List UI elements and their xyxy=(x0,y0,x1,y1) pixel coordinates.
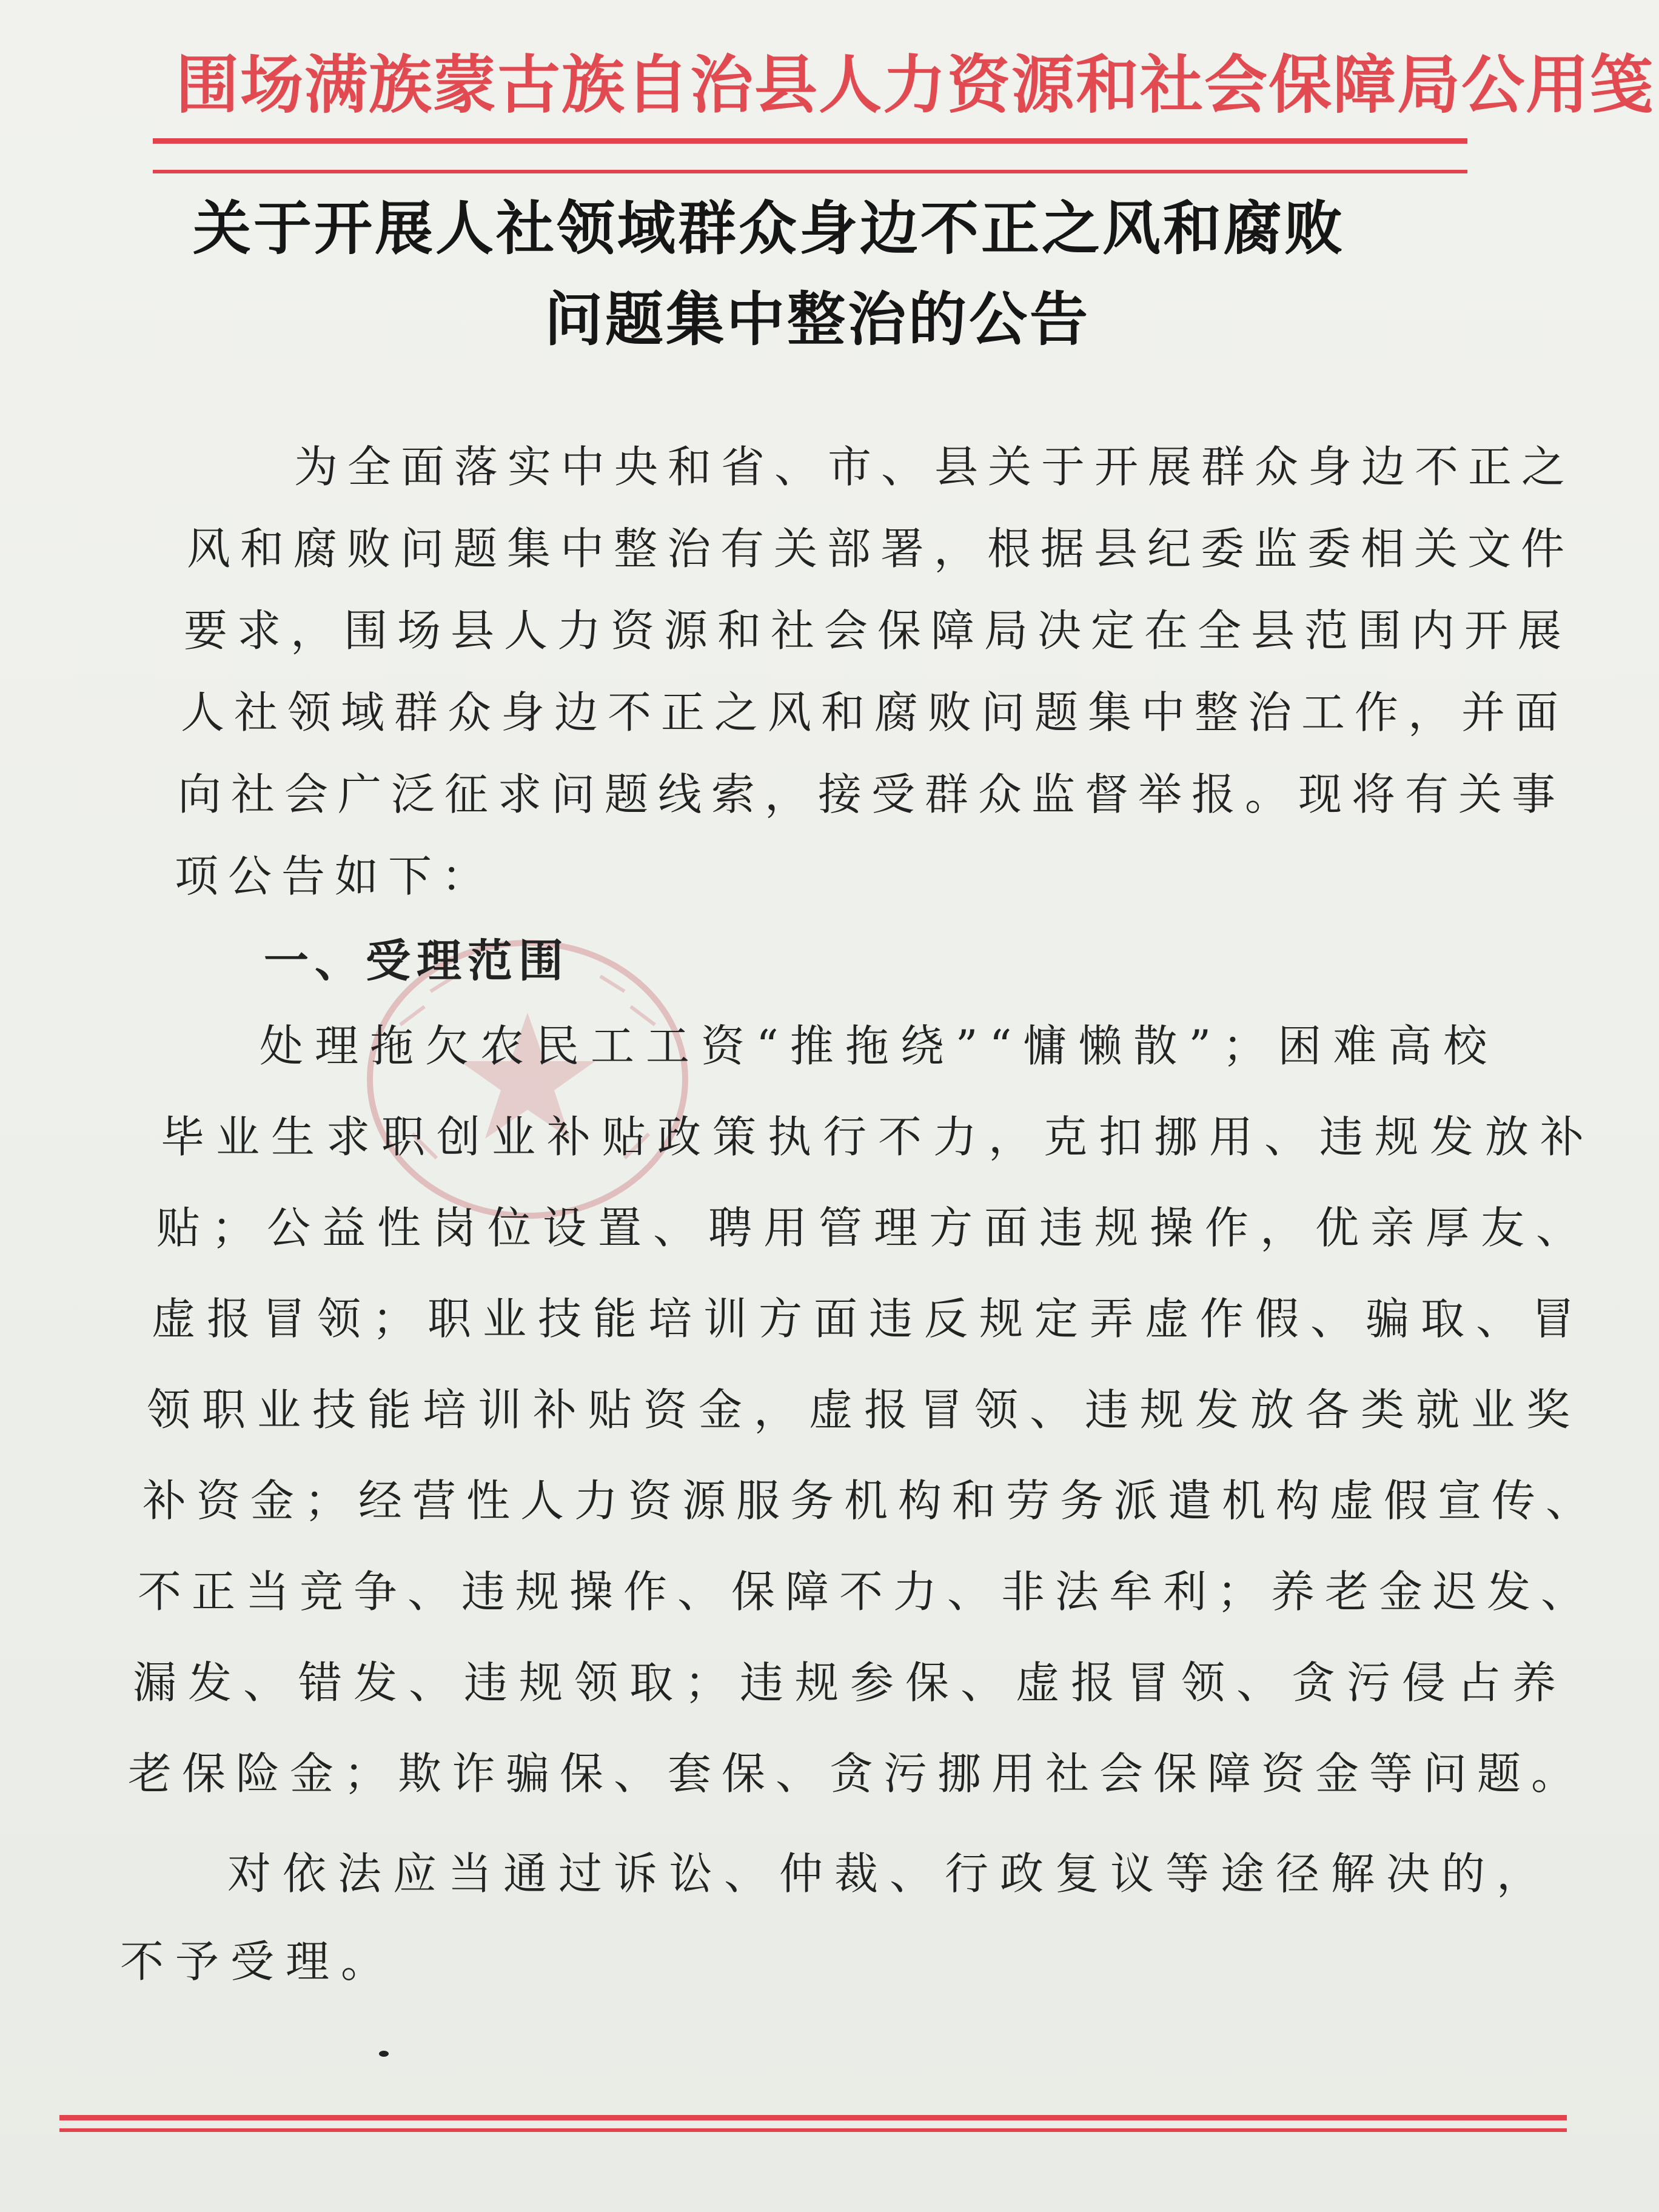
letterhead-rule-thick xyxy=(153,138,1467,144)
document-title xyxy=(0,183,1659,365)
scope-line-8: 漏发、错发、违规领取；违规参保、虚报冒领、贪污侵占养 xyxy=(133,1657,1568,1708)
title-line-2: 问题集中整治的公告 xyxy=(545,285,1090,354)
intro-line-2: 风和腐败问题集中整治有关部署，根据县纪委监委相关文件 xyxy=(187,523,1575,574)
letterhead-rule-thin xyxy=(153,170,1467,173)
footer-rule-thick xyxy=(59,2115,1567,2120)
intro-line-3: 要求，围场县人力资源和社会保障局决定在全县范围内开展 xyxy=(184,605,1572,656)
title-line-1: 关于开展人社领域群众身边不正之风和腐败 xyxy=(193,194,1345,263)
exclusion-line-1: 对依法应当通过诉讼、仲裁、行政复议等途径解决的， xyxy=(227,1848,1552,1899)
scope-line-4: 虚报冒领；职业技能培训方面违反规定弄虚作假、骗取、冒 xyxy=(152,1293,1587,1344)
intro-line-1: 为全面落实中央和省、市、县关于开展群众身边不正之 xyxy=(294,441,1575,492)
footer-rule-thin xyxy=(59,2128,1567,2132)
scope-line-9: 老保险金；欺诈骗保、套保、贪污挪用社会保障资金等问题。 xyxy=(128,1748,1586,1799)
intro-line-5: 向社会广泛征求问题线索，接受群众监督举报。现将有关事 xyxy=(178,769,1566,820)
scope-line-2: 毕业生求职创业补贴政策执行不力，克扣挪用、违规发放补 xyxy=(161,1111,1596,1162)
scope-line-7: 不正当竞争、违规操作、保障不力、非法牟利；养老金迟发、 xyxy=(138,1566,1595,1617)
scope-line-1: 处理拖欠农民工工资“推拖绕”“慵懒散”；困难高校 xyxy=(260,1021,1499,1071)
scope-line-3: 贴；公益性岗位设置、聘用管理方面违规操作，优亲厚友、 xyxy=(156,1202,1592,1253)
exclusion-line-2: 不予受理。 xyxy=(120,1936,397,1987)
letterhead: 围场满族蒙古族自治县人力资源和社会保障局公用笺 xyxy=(176,47,1655,122)
section-heading: 一、受理范围 xyxy=(264,935,569,987)
scope-line-6: 补资金；经营性人力资源服务机构和劳务派遣机构虚假宣传、 xyxy=(142,1475,1600,1526)
intro-line-4: 人社领域群众身边不正之风和腐败问题集中整治工作，并面 xyxy=(181,687,1569,738)
intro-line-6: 项公告如下： xyxy=(175,851,495,902)
ink-speck xyxy=(379,2051,389,2057)
scope-line-5: 领职业技能培训补贴资金，虚报冒领、违规发放各类就业奖 xyxy=(147,1384,1582,1435)
